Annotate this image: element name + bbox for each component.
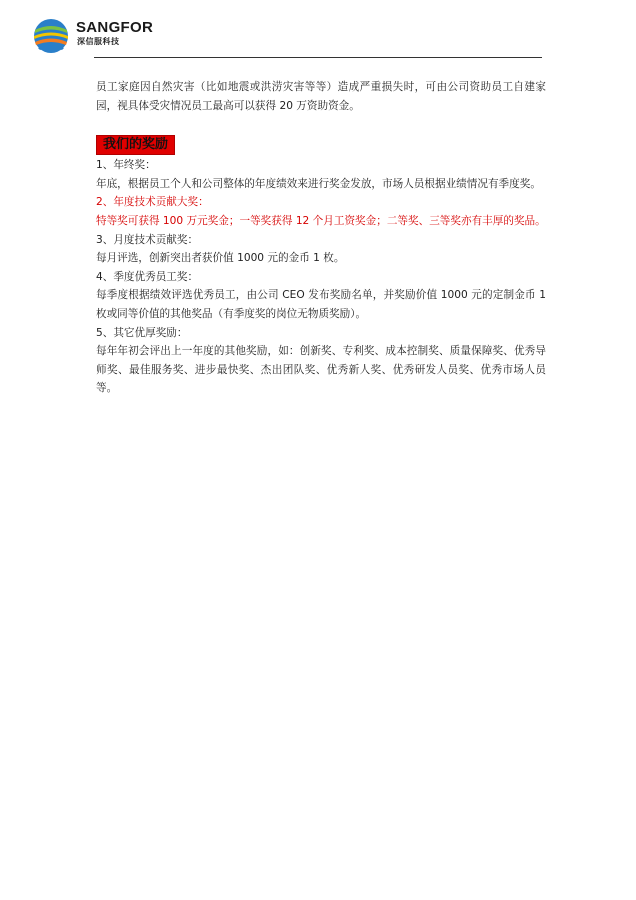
brand-subtitle: 深信服科技 — [77, 37, 120, 46]
document-body — [96, 78, 546, 398]
item-text-other-awards: 每年年初会评出上一年度的其他奖励，如：创新奖、专利奖、成本控制奖、质量保障奖、优秀导师奖、最佳服务奖、进步最快奖、杰出团队奖、优秀新人奖、优秀研发人员奖、优秀市场人员等。 — [96, 345, 546, 395]
item-text-monthly-tech: 每月评选，创新突出者获价值 1000 元的金币 1 枚。 — [96, 252, 345, 265]
item-title-annual-bonus: 1、年终奖： — [96, 159, 156, 172]
item-title-tech-grand-prize: 2、年度技术贡献大奖： — [96, 196, 209, 209]
item-title-other-awards: 5、其它优厚奖励： — [96, 326, 188, 339]
header-divider — [94, 57, 542, 58]
sangfor-logo-icon — [33, 18, 69, 54]
intro-paragraph: 员工家庭因自然灾害（比如地震或洪涝灾害等等）造成严重损失时，可由公司资助员工自建家园，视具体受灾情况员工最高可以获得 20 万资助资金。 — [96, 81, 546, 112]
item-text-quarterly-employee: 每季度根据绩效评选优秀员工，由公司 CEO 发布奖励名单，并奖励价值 1000 元的定制金币 1 枚或同等价值的其他奖品（有季度奖的岗位无物质奖励）。 — [96, 289, 546, 320]
brand-name: SANGFOR — [76, 19, 154, 36]
item-text-annual-bonus: 年底，根据员工个人和公司整体的年度绩效来进行奖金发放，市场人员根据业绩情况有季度奖。 — [96, 177, 541, 190]
item-text-tech-grand-prize: 特等奖可获得 100 万元奖金；一等奖获得 12 个月工资奖金；二等奖、三等奖亦有丰厚的奖品。 — [96, 214, 546, 227]
section-title: 我们的奖励 — [96, 135, 175, 155]
item-title-quarterly-employee: 4、季度优秀员工奖： — [96, 270, 199, 283]
item-title-monthly-tech: 3、月度技术贡献奖： — [96, 233, 199, 246]
section-heading — [96, 135, 546, 155]
